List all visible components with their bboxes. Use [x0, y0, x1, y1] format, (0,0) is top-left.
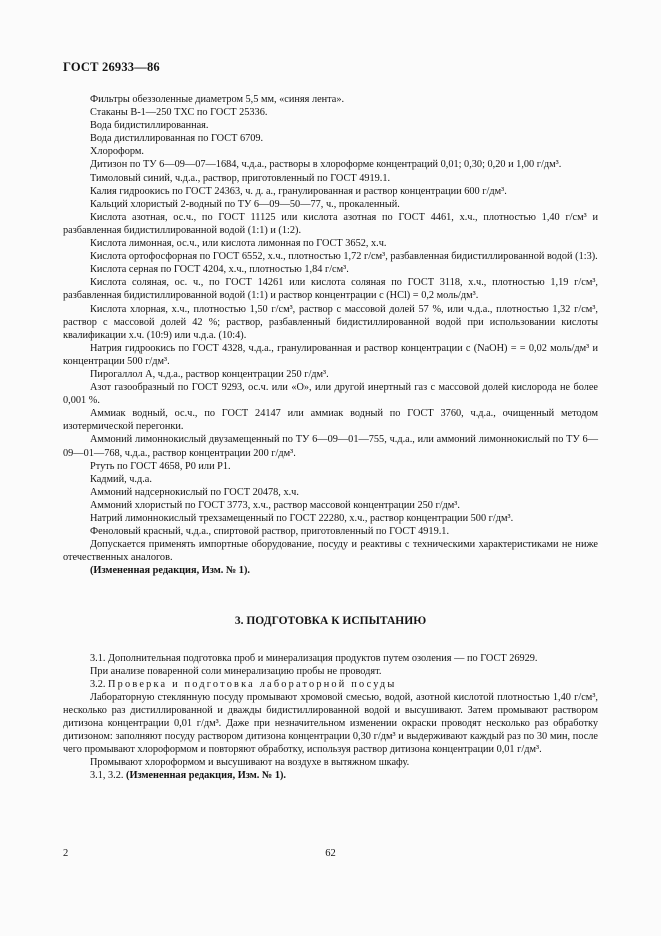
- material-item: Натрия гидроокись по ГОСТ 4328, ч.д.а., гранулированная и раствор концентрации с (NaOH) = = 0,02 моль/дм³ и концентрации 500 г/дм³.: [63, 342, 598, 367]
- paragraph-rinse: Промывают хлороформом и высушивают на воздухе в вытяжном шкафу.: [90, 757, 410, 769]
- material-item: Кислота серная по ГОСТ 4204, х.ч., плотностью 1,84 г/см³.: [90, 264, 349, 276]
- material-item: Ртуть по ГОСТ 4658, Р0 или Р1.: [90, 460, 231, 472]
- material-item: Дитизон по ТУ 6—09—07—1684, ч.д.а., растворы в хлороформе концентраций 0,01; 0,30; 0,20 и 1,00 г/дм³.: [90, 159, 562, 171]
- material-item: Аммиак водный, ос.ч., по ГОСТ 24147 или аммиак водный по ГОСТ 3760, ч.д.а., очищенный методом изотермической перегонки.: [63, 408, 598, 433]
- paragraph-3-2-title: Проверка и подготовка лабораторной посуды: [108, 678, 397, 690]
- material-item: Калия гидроокись по ГОСТ 24363, ч. д. а., гранулированная и раствор концентрации 600 г/дм³.: [90, 185, 507, 197]
- material-item: Кислота лимонная, ос.ч., или кислота лимонная по ГОСТ 3652, х.ч.: [90, 238, 387, 250]
- material-item: Вода дистиллированная по ГОСТ 6709.: [90, 133, 264, 145]
- paragraph-3-2-heading: [63, 678, 598, 691]
- page-content: [63, 93, 598, 783]
- material-item: Азот газообразный по ГОСТ 9293, ос.ч. или «О», или другой инертный газ с массовой долей кислорода не более 0,001 %.: [63, 382, 598, 407]
- paragraph-salt: При анализе поваренной соли минерализацию пробы не проводят.: [90, 665, 382, 677]
- material-item: Аммоний хлористый по ГОСТ 3773, х.ч., раствор массовой концентрации 250 г/дм³.: [90, 499, 460, 511]
- material-item: Натрий лимоннокислый трехзамещенный по ГОСТ 22280, х.ч., раствор концентрации 500 г/дм³.: [90, 513, 514, 524]
- materials-list: [63, 93, 598, 564]
- edition-note-2-text: (Измененная редакция, Изм. № 1).: [126, 770, 286, 782]
- material-item: Пирогаллол А, ч.д.а., раствор концентрации 250 г/дм³.: [90, 368, 329, 380]
- material-item: Кадмий, ч.д.а.: [90, 473, 152, 485]
- material-item: Хлороформ.: [90, 146, 144, 158]
- section-title: 3. ПОДГОТОВКА К ИСПЫТАНИЮ: [234, 615, 427, 628]
- paragraph-3-2-number: 3.2.: [90, 678, 106, 690]
- material-item: Кислота соляная, ос. ч., по ГОСТ 14261 или кислота соляная по ГОСТ 3118, х.ч., плотностью 1,19 г/см³, разбавленная бидистиллированной водой (1:1) и раствор концентрации с (HCl) = 0,2 моль/дм³.: [63, 277, 598, 302]
- page-header: ГОСТ 26933—86: [63, 60, 160, 74]
- paragraph-glassware: Лабораторную стеклянную посуду промывают хромовой смесью, водой, азотной кислотой плотностью 1,40 г/см³, несколько раз дистиллированной и дважды бидистиллированной водой и высушивают. Затем промывают раствором дитизона концентрации 0,01 г/дм³. Даже при незначительном изменении окраски проводят несколько раз обработку дитизоном: заполняют посуду раствором дитизона концентрации 0,30 г/дм³ и выдерживают каждый раз по 30 мин, после чего промывают хлороформом и повторяют обработку, используя раствор дитизона концентрации 0,01 г/дм³.: [63, 691, 598, 756]
- material-item: Кальций хлористый 2-водный по ТУ 6—09—50—77, ч., прокаленный.: [90, 198, 400, 210]
- footer-page-number-center: 62: [325, 848, 336, 859]
- edition-note-2-prefix: 3.1, 3.2.: [90, 770, 124, 782]
- material-item: Аммоний надсернокислый по ГОСТ 20478, х.ч.: [90, 486, 299, 498]
- material-item: Кислота хлорная, х.ч., плотностью 1,50 г/см³, раствор с массовой долей 57 %, или ч.д.а., плотностью 1,32 г/см³, раствор с массовой долей 42 %; раствор, разбавленный бидистиллированной водой при использовании кислоты квалификации х.ч. (10:9) или ч.д.а. (10:4).: [63, 303, 598, 341]
- edition-note-2: [63, 769, 598, 782]
- footer-page-number-left: 2: [63, 848, 69, 859]
- material-item: Фильтры обеззоленные диаметром 5,5 мм, «синяя лента».: [90, 94, 345, 105]
- material-item: Аммоний лимоннокислый двузамещенный по ТУ 6—09—01—755, ч.д.а., или аммоний лимоннокислый по ТУ 6—09—01—768, ч.д.а., раствор концентрации 200 г/дм³.: [63, 434, 598, 459]
- material-item: Тимоловый синий, ч.д.а., раствор, приготовленный по ГОСТ 4919.1.: [90, 172, 391, 184]
- material-item: Допускается применять импортные оборудование, посуду и реактивы с техническими характеристиками не ниже отечественных аналогов.: [63, 539, 598, 564]
- edition-note: (Измененная редакция, Изм. № 1).: [90, 565, 250, 577]
- material-item: Кислота азотная, ос.ч., по ГОСТ 11125 или кислота азотная по ГОСТ 4461, х.ч., плотностью 1,40 г/см³ и разбавленная бидистиллированной водой (1:1) и (1:2).: [63, 211, 598, 236]
- material-item: Вода бидистиллированная.: [90, 120, 209, 132]
- material-item: Феноловый красный, ч.д.а., спиртовой раствор, приготовленный по ГОСТ 4919.1.: [90, 526, 450, 538]
- material-item: Стаканы В-1—250 ТХС по ГОСТ 25336.: [90, 107, 268, 119]
- material-item: Кислота ортофосфорная по ГОСТ 6552, х.ч., плотностью 1,72 г/см³, разбавленная бидистиллированной водой (1:3).: [90, 251, 598, 263]
- paragraph-3-1: 3.1. Дополнительная подготовка проб и минерализация продуктов путем озоления — по ГОСТ 26929.: [90, 652, 538, 664]
